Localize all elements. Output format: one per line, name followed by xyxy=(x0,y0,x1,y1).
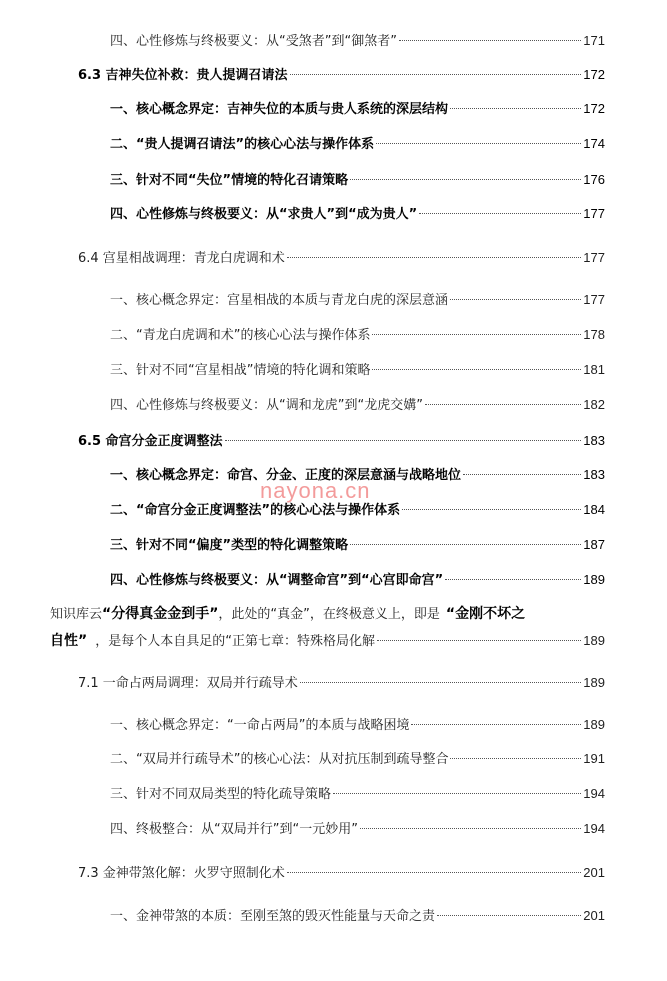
toc-entry-page: 194 xyxy=(583,821,605,836)
toc-leader-dots xyxy=(376,143,581,144)
toc-entry-page: 183 xyxy=(583,467,605,482)
toc-entry[interactable] xyxy=(0,100,605,119)
toc-entry[interactable] xyxy=(0,249,605,268)
toc-entry[interactable] xyxy=(0,361,605,380)
toc-leader-dots xyxy=(360,828,581,829)
paragraph-bold-phrase: “金刚不坏之 xyxy=(445,606,526,622)
toc-entry-page: 201 xyxy=(583,908,605,923)
toc-leader-dots xyxy=(377,640,581,641)
toc-entry[interactable] xyxy=(0,205,605,224)
toc-entry-page: 177 xyxy=(583,292,605,307)
toc-entry-title: 一、金神带煞的本质：至刚至煞的毁灭性能量与天命之责 xyxy=(110,909,436,924)
toc-entry[interactable] xyxy=(0,291,605,310)
toc-entry-title: 三、针对不同“宫星相战”情境的特化调和策略 xyxy=(110,363,371,378)
toc-entry-page: 174 xyxy=(583,136,605,151)
toc-entry-title: 一、核心概念界定：“一命占两局”的本质与战略困境 xyxy=(110,718,410,733)
toc-leader-dots xyxy=(411,724,581,725)
toc-entry[interactable] xyxy=(0,536,605,555)
toc-entry-page: 177 xyxy=(583,206,605,221)
toc-leader-dots xyxy=(419,213,581,214)
toc-entry-title: 四、心性修炼与终极要义：从“调整命宫”到“心宫即命宫” xyxy=(110,573,444,588)
paragraph-prefix: 知识库云 xyxy=(50,607,103,622)
toc-entry-page: 183 xyxy=(583,433,605,448)
toc-leader-dots xyxy=(300,682,581,683)
toc-entry-page: 182 xyxy=(583,397,605,412)
toc-leader-dots xyxy=(445,579,581,580)
toc-entry-page: 191 xyxy=(583,751,605,766)
toc-entry-title: 7.3 金神带煞化解：火罗守照制化术 xyxy=(78,866,285,881)
toc-entry[interactable] xyxy=(0,66,605,85)
toc-entry-page: 187 xyxy=(583,537,605,552)
toc-entry[interactable] xyxy=(0,135,605,154)
toc-leader-dots xyxy=(450,758,581,759)
paragraph-mid: ，此处的“真金”，在终极意义上，即是 xyxy=(218,607,440,622)
toc-entry-title: 6.3 吉神失位补救：贵人提调召请法 xyxy=(78,68,288,83)
body-paragraph xyxy=(50,601,605,655)
toc-entry-page: 181 xyxy=(583,362,605,377)
toc-entry[interactable] xyxy=(0,432,605,451)
toc-entry-page: 189 xyxy=(583,572,605,587)
toc-entry-page: 172 xyxy=(583,67,605,82)
toc-entry-title: 四、心性修炼与终极要义：从“受煞者”到“御煞者” xyxy=(110,34,397,49)
toc-entry[interactable] xyxy=(0,571,605,590)
toc-leader-dots xyxy=(287,872,581,873)
toc-entry-page: 178 xyxy=(583,327,605,342)
toc-entry[interactable] xyxy=(0,750,605,769)
toc-entry[interactable] xyxy=(0,326,605,345)
toc-leader-dots xyxy=(463,474,581,475)
toc-leader-dots xyxy=(450,299,581,300)
toc-leader-dots xyxy=(290,74,582,75)
toc-entry-title: 6.4 宫星相战调理：青龙白虎调和术 xyxy=(78,251,285,266)
toc-entry-page: 184 xyxy=(583,502,605,517)
toc-entry-title: 一、核心概念界定：命宫、分金、正度的深层意涵与战略地位 xyxy=(110,468,462,483)
toc-entry-title: 7.1 一命占两局调理：双局并行疏导术 xyxy=(78,676,298,691)
toc-leader-dots xyxy=(437,915,581,916)
toc-leader-dots xyxy=(350,544,581,545)
toc-entry[interactable] xyxy=(0,171,605,190)
toc-entry-page: 172 xyxy=(583,101,605,116)
toc-entry-title: 一、核心概念界定：宫星相战的本质与青龙白虎的深层意涵 xyxy=(110,293,449,308)
toc-entry-page: 177 xyxy=(583,250,605,265)
toc-leader-dots xyxy=(425,404,581,405)
toc-leader-dots xyxy=(399,40,581,41)
toc-entry-title: 四、终极整合：从“双局并行”到“一元妙用” xyxy=(110,822,358,837)
toc-leader-dots xyxy=(402,509,581,510)
toc-entry-title: 三、针对不同双局类型的特化疏导策略 xyxy=(110,787,332,802)
toc-entry[interactable] xyxy=(0,785,605,804)
toc-entry[interactable] xyxy=(0,396,605,415)
toc-entry-title: 二、“命宫分金正度调整法”的核心心法与操作体系 xyxy=(110,503,401,518)
toc-entry-page: 189 xyxy=(583,633,605,648)
paragraph-bold-phrase-end: 自性” xyxy=(50,633,88,649)
toc-leader-dots xyxy=(333,793,581,794)
toc-leader-dots xyxy=(372,369,581,370)
toc-leader-dots xyxy=(225,440,582,441)
toc-entry-title: 四、心性修炼与终极要义：从“求贵人”到“成为贵人” xyxy=(110,207,418,222)
toc-entry[interactable] xyxy=(0,907,605,926)
toc-leader-dots xyxy=(372,334,581,335)
toc-entry[interactable] xyxy=(0,820,605,839)
toc-entry[interactable] xyxy=(0,864,605,883)
paragraph-tail: ，是每个人本自具足的“正第七章：特殊格局化解 xyxy=(95,634,375,649)
toc-leader-dots xyxy=(450,108,581,109)
toc-entry-page: 176 xyxy=(583,172,605,187)
toc-entry-title: 二、“贵人提调召请法”的核心心法与操作体系 xyxy=(110,137,375,152)
toc-entry-page: 201 xyxy=(583,865,605,880)
paragraph-line-1 xyxy=(50,601,605,628)
paragraph-bold-quote: “分得真金金到手” xyxy=(102,606,219,622)
toc-leader-dots xyxy=(350,179,581,180)
toc-entry[interactable] xyxy=(0,716,605,735)
toc-entry[interactable] xyxy=(0,674,605,693)
toc-entry-page: 189 xyxy=(583,675,605,690)
toc-entry[interactable] xyxy=(0,32,605,51)
toc-entry-title: 四、心性修炼与终极要义：从“调和龙虎”到“龙虎交媾” xyxy=(110,398,423,413)
toc-entry-title: 6.5 命宫分金正度调整法 xyxy=(78,434,223,449)
watermark-text: nayona.cn xyxy=(260,478,371,503)
toc-entry-page: 194 xyxy=(583,786,605,801)
toc-entry-title: 三、针对不同“偏度”类型的特化调整策略 xyxy=(110,538,349,553)
toc-entry-page: 189 xyxy=(583,717,605,732)
toc-entry-title: 一、核心概念界定：吉神失位的本质与贵人系统的深层结构 xyxy=(110,102,449,117)
toc-entry-title: 三、针对不同“失位”情境的特化召请策略 xyxy=(110,173,349,188)
toc-entry-title: 二、“青龙白虎调和术”的核心心法与操作体系 xyxy=(110,328,371,343)
paragraph-line-2[interactable] xyxy=(50,628,605,655)
toc-entry-title: 二、“双局并行疏导术”的核心心法：从对抗压制到疏导整合 xyxy=(110,752,449,767)
toc-entry-page: 171 xyxy=(583,33,605,48)
toc-leader-dots xyxy=(287,257,581,258)
